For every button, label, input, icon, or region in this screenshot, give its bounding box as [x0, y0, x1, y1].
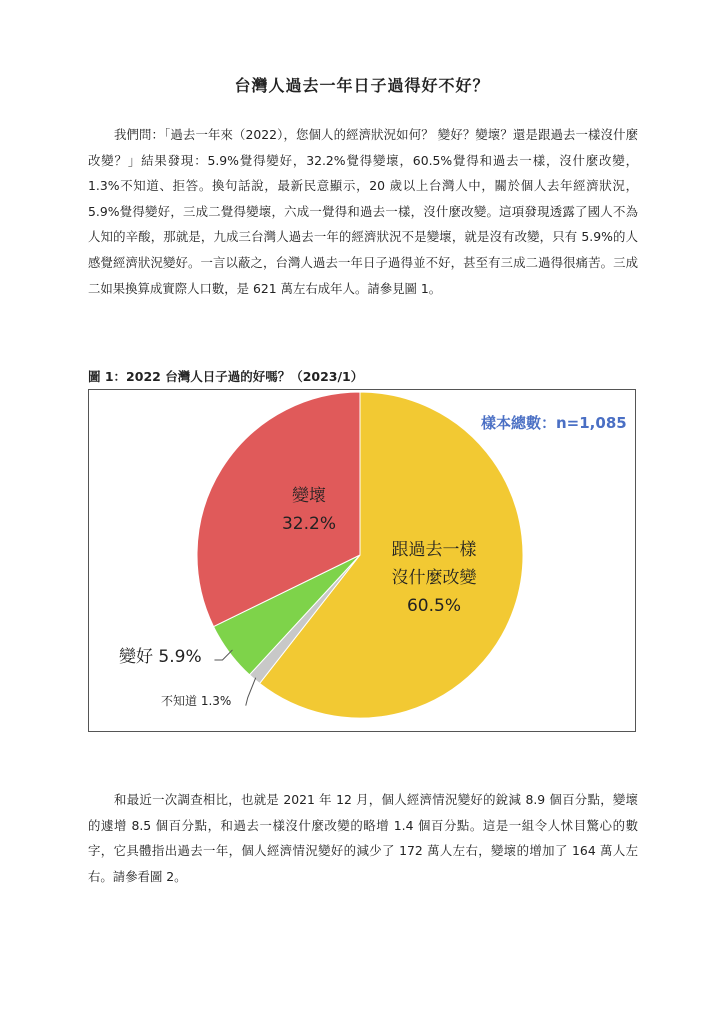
label-better [119, 642, 202, 667]
label-better-name: 變好 [119, 647, 153, 667]
label-unknown-name: 不知道 [161, 694, 198, 708]
label-same-line1: 跟過去一樣 [391, 540, 477, 560]
label-same-value: 60.5% [406, 596, 461, 616]
label-worse [269, 482, 349, 538]
pie-chart-frame [88, 389, 636, 732]
label-unknown-value: 1.3% [200, 694, 232, 708]
label-better-value: 5.9% [158, 647, 202, 667]
label-worse-value: 32.2% [281, 514, 336, 534]
paragraph-intro: 我們問：「過去一年來（2022），您個人的經濟狀況如何？ 變好？變壞？還是跟過去一樣沒什麼改變？」結果發現：5.9%覺得變好，32.2%覺得變壞，60.5%覺得和過去一樣，沒什麼改變，1.3%不知道、拒答。換句話說，最新民意顯示，20 歲以上台灣人中，關於個人去年經濟狀況，5.9%覺得變好，三成二覺得變壞，六成一覺得和過去一樣，沒什麼改變。這項發現透露了國人不為人知的辛酸，那就是，九成三台灣人過去一年的經濟狀況不是變壞，就是沒有改變，只有 5.9%的人感覺經濟狀況變好。一言以蔽之，台灣人過去一年日子過得並不好，甚至有三成二過得很痛苦。三成二如果換算成實際人口數，是 621 萬左右成年人。請參見圖 1。 [88, 127, 638, 296]
figure-caption: 圖 1：2022 台灣人日子過的好嗎？（2023/1） [88, 369, 364, 384]
pie-chart [89, 390, 635, 731]
leader-line-unknown [246, 678, 256, 706]
page-title: 台灣人過去一年日子過得好不好？ [234, 76, 490, 95]
sample-size-note: 樣本總數：n=1,085 [481, 414, 627, 432]
label-same-line2: 沒什麼改變 [391, 568, 477, 588]
label-worse-name: 變壞 [292, 486, 326, 506]
paragraph-comparison: 和最近一次調查相比，也就是 2021 年 12 月，個人經濟情況變好的銳減 8.9 個百分點，變壞的遽增 8.5 個百分點，和過去一樣沒什麼改變的略增 1.4 個百分點。這是一組令人怵目驚心的數字，它具體指出過去一年，個人經濟情況變好的減少了 172 萬人左右，變壞的增加了 164 萬人左右。請參看圖 2。 [88, 792, 638, 884]
label-unknown [161, 692, 231, 709]
label-same [374, 536, 494, 620]
